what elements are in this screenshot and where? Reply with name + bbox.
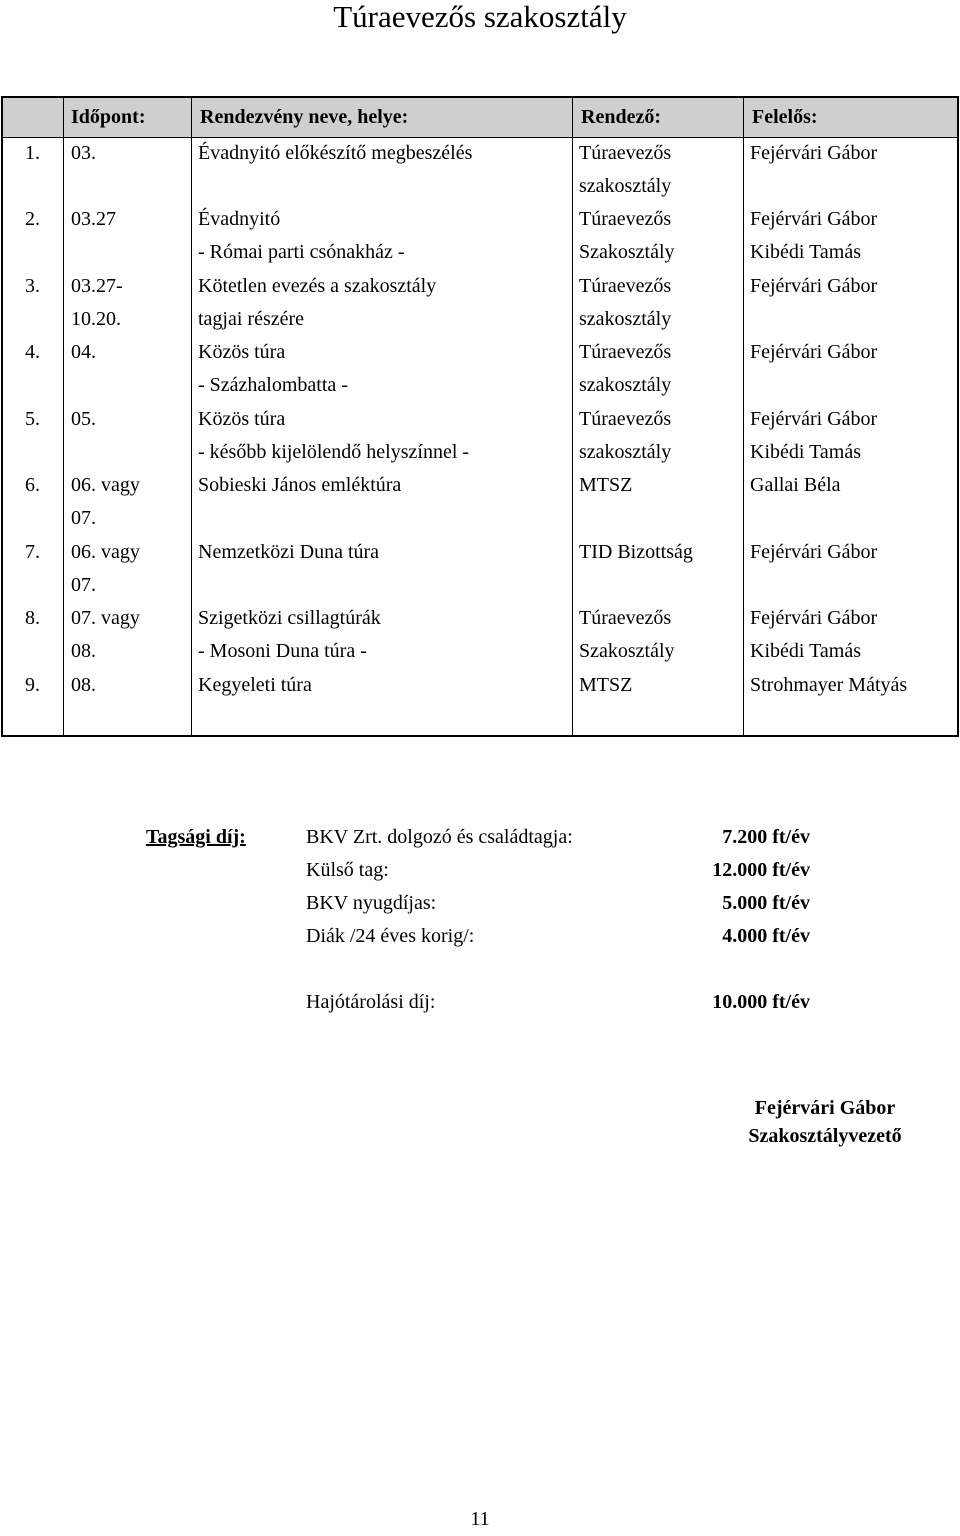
table-cell-resp: Fejérvári Gábor (750, 607, 878, 629)
table-cell-num: 2. (25, 208, 40, 230)
table-cell-event: - Mosoni Duna túra - (198, 640, 367, 662)
fee-name: BKV nyugdíjas: (306, 892, 437, 914)
table-cell-org: Túraevezős (579, 607, 672, 629)
table-cell-event: Évadnyitó (198, 208, 281, 230)
table-cell-org: Túraevezős (579, 275, 672, 297)
table-cell-org: szakosztály (579, 175, 672, 197)
table-cell-date: 06. vagy (71, 541, 140, 563)
table-cell-date: 07. vagy (71, 607, 140, 629)
table-cell-num: 9. (25, 674, 40, 696)
table-cell-date: 06. vagy (71, 474, 140, 496)
header-date: Időpont: (71, 106, 146, 128)
table-cell-org: szakosztály (579, 308, 672, 330)
fee-amount: 7.200 ft/év (722, 826, 810, 848)
table-cell-num: 6. (25, 474, 40, 496)
fee-amount: 5.000 ft/év (722, 892, 810, 914)
column-divider (63, 98, 64, 735)
table-cell-event: - Római parti csónakház - (198, 241, 405, 263)
storage-fee-name: Hajótárolási díj: (306, 991, 436, 1013)
table-cell-date: 05. (71, 408, 96, 430)
page-number: 11 (470, 1508, 490, 1530)
table-cell-org: szakosztály (579, 441, 672, 463)
table-cell-org: Szakosztály (579, 241, 675, 263)
table-cell-org: Túraevezős (579, 341, 672, 363)
table-cell-date: 07. (71, 574, 96, 596)
table-cell-date: 03. (71, 142, 96, 164)
table-cell-resp: Fejérvári Gábor (750, 208, 878, 230)
fee-amount: 4.000 ft/év (722, 925, 810, 947)
table-cell-resp: Kibédi Tamás (750, 241, 861, 263)
table-cell-num: 1. (25, 142, 40, 164)
table-cell-event: Közös túra (198, 408, 286, 430)
signature-name: Fejérvári Gábor (754, 1097, 896, 1119)
table-cell-num: 8. (25, 607, 40, 629)
table-cell-event: Nemzetközi Duna túra (198, 541, 380, 563)
table-cell-event: Kötetlen evezés a szakosztály (198, 275, 437, 297)
events-table (1, 96, 959, 737)
table-cell-num: 3. (25, 275, 40, 297)
table-cell-resp: Fejérvári Gábor (750, 142, 878, 164)
table-cell-event: Sobieski János emléktúra (198, 474, 402, 496)
table-cell-resp: Kibédi Tamás (750, 640, 861, 662)
table-cell-resp: Strohmayer Mátyás (750, 674, 908, 696)
table-cell-event: Kegyeleti túra (198, 674, 312, 696)
table-cell-num: 5. (25, 408, 40, 430)
table-cell-resp: Fejérvári Gábor (750, 341, 878, 363)
table-cell-resp: Kibédi Tamás (750, 441, 861, 463)
table-cell-date: 08. (71, 674, 96, 696)
table-cell-org: MTSZ (579, 674, 633, 696)
fee-name: BKV Zrt. dolgozó és családtagja: (306, 826, 573, 848)
table-cell-org: szakosztály (579, 374, 672, 396)
table-cell-date: 08. (71, 640, 96, 662)
table-cell-date: 10.20. (71, 308, 121, 330)
table-cell-resp: Fejérvári Gábor (750, 275, 878, 297)
table-cell-event: Közös túra (198, 341, 286, 363)
table-cell-org: Túraevezős (579, 142, 672, 164)
table-cell-org: MTSZ (579, 474, 633, 496)
table-cell-org: Túraevezős (579, 408, 672, 430)
table-cell-event: Évadnyitó előkészítő megbeszélés (198, 142, 473, 164)
header-organizer: Rendező: (581, 106, 661, 128)
signature-role: Szakosztályvezető (748, 1125, 902, 1147)
table-cell-resp: Fejérvári Gábor (750, 408, 878, 430)
table-cell-event: tagjai részére (198, 308, 305, 330)
table-cell-event: Szigetközi csillagtúrák (198, 607, 381, 629)
header-event: Rendezvény neve, helye: (200, 106, 409, 128)
page-title: Túraevezős szakosztály (333, 0, 627, 34)
column-divider (572, 98, 573, 735)
storage-fee-amount: 10.000 ft/év (712, 991, 810, 1013)
table-cell-num: 4. (25, 341, 40, 363)
column-divider (743, 98, 744, 735)
fee-amount: 12.000 ft/év (712, 859, 810, 881)
table-cell-date: 07. (71, 507, 96, 529)
column-divider (191, 98, 192, 735)
table-cell-event: - Százhalombatta - (198, 374, 348, 396)
table-cell-resp: Fejérvári Gábor (750, 541, 878, 563)
table-cell-num: 7. (25, 541, 40, 563)
table-cell-date: 03.27- (71, 275, 123, 297)
table-cell-org: Szakosztály (579, 640, 675, 662)
table-cell-org: Túraevezős (579, 208, 672, 230)
table-cell-date: 04. (71, 341, 96, 363)
table-cell-date: 03.27 (71, 208, 116, 230)
membership-fee-label: Tagsági díj: (146, 826, 246, 848)
header-responsible: Felelős: (752, 106, 818, 128)
table-cell-org: TID Bizottság (579, 541, 693, 563)
fee-name: Diák /24 éves korig/: (306, 925, 475, 947)
fee-name: Külső tag: (306, 859, 389, 881)
table-cell-event: - később kijelölendő helyszínnel - (198, 441, 470, 463)
table-cell-resp: Gallai Béla (750, 474, 841, 496)
